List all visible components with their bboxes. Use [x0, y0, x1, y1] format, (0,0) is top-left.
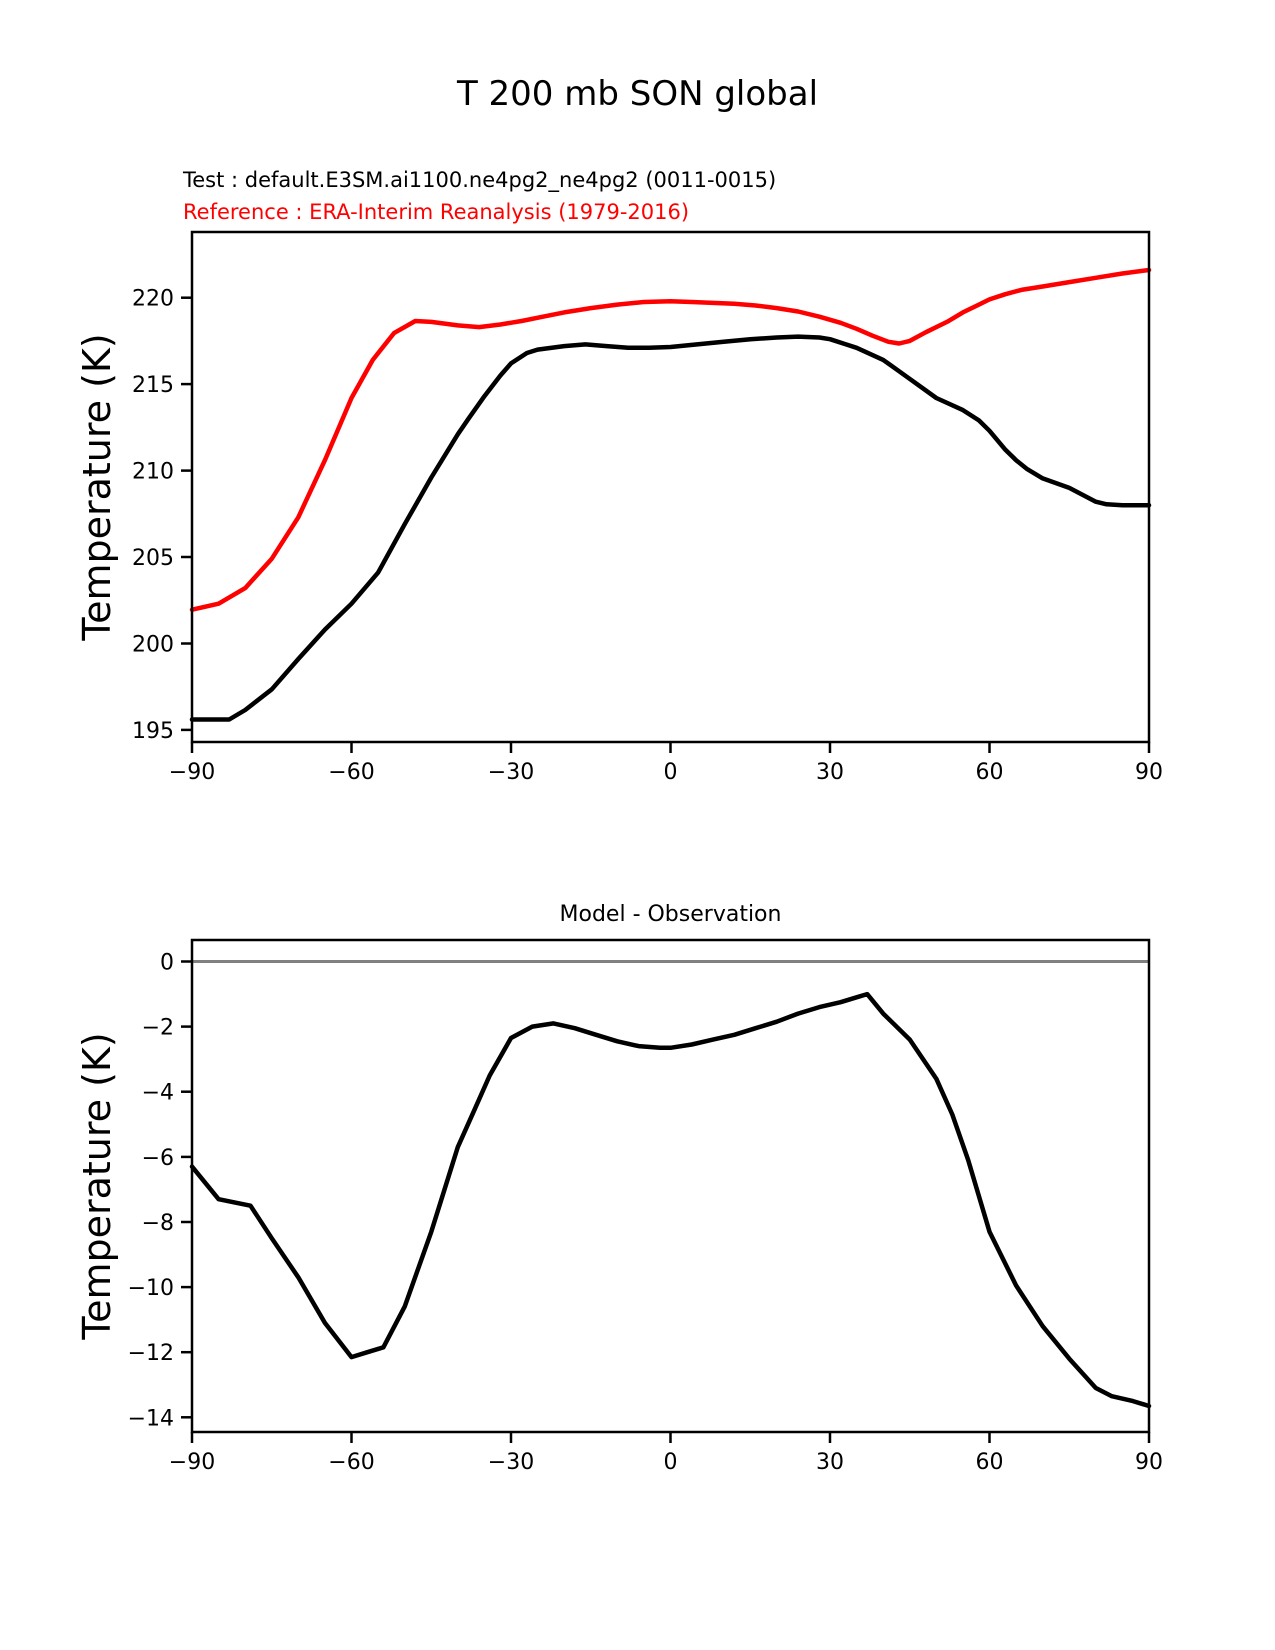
bottom-plot-title: Model - Observation	[559, 902, 782, 927]
figure-title: T 200 mb SON global	[456, 74, 819, 114]
x-tick-label: 90	[1135, 1450, 1163, 1475]
test-run-label: Test : default.E3SM.ai1100.ne4pg2_ne4pg2 (0011-0015)	[183, 168, 777, 192]
y-tick-label: 200	[132, 632, 174, 658]
y-tick-label: −10	[127, 1276, 174, 1302]
x-tick-label: 90	[1135, 760, 1163, 785]
plot-frame	[192, 232, 1149, 742]
x-tick-label: 60	[975, 760, 1004, 785]
y-tick-label: −14	[127, 1406, 174, 1432]
y-tick-label: −12	[127, 1341, 174, 1367]
top-chart-zonal-mean	[132, 232, 1163, 785]
x-tick-label: −30	[487, 1450, 535, 1475]
x-tick-label: 0	[663, 1450, 678, 1475]
y-tick-label: −6	[141, 1145, 174, 1171]
x-tick-label: 60	[975, 1450, 1004, 1475]
x-tick-label: −60	[328, 1450, 375, 1475]
y-tick-label: −4	[141, 1080, 174, 1106]
test-model-line	[192, 337, 1149, 720]
model-minus-observation-line	[192, 994, 1149, 1406]
x-tick-label: −90	[168, 1450, 216, 1475]
y-tick-label: 210	[132, 459, 174, 485]
x-tick-label: 30	[816, 1450, 844, 1475]
y-tick-label: 0	[160, 950, 174, 976]
y-tick-label: −8	[141, 1211, 174, 1236]
bottom-y-axis-label: Temperature (K)	[75, 1032, 119, 1340]
x-tick-label: 0	[663, 760, 678, 785]
y-tick-label: 195	[132, 718, 174, 744]
bottom-chart-difference	[127, 940, 1163, 1475]
y-tick-label: 205	[132, 546, 174, 571]
x-tick-label: 30	[816, 760, 844, 785]
y-tick-label: −2	[141, 1015, 174, 1041]
x-tick-label: −30	[487, 760, 535, 785]
x-tick-label: −90	[168, 760, 216, 785]
y-tick-label: 220	[132, 286, 174, 312]
top-y-axis-label: Temperature (K)	[75, 333, 119, 641]
y-tick-label: 215	[132, 373, 174, 399]
reference-obs-line	[192, 270, 1149, 610]
plot-frame	[192, 940, 1149, 1432]
reference-dataset-label: Reference : ERA-Interim Reanalysis (1979-2016)	[183, 200, 690, 224]
x-tick-label: −60	[328, 760, 375, 785]
